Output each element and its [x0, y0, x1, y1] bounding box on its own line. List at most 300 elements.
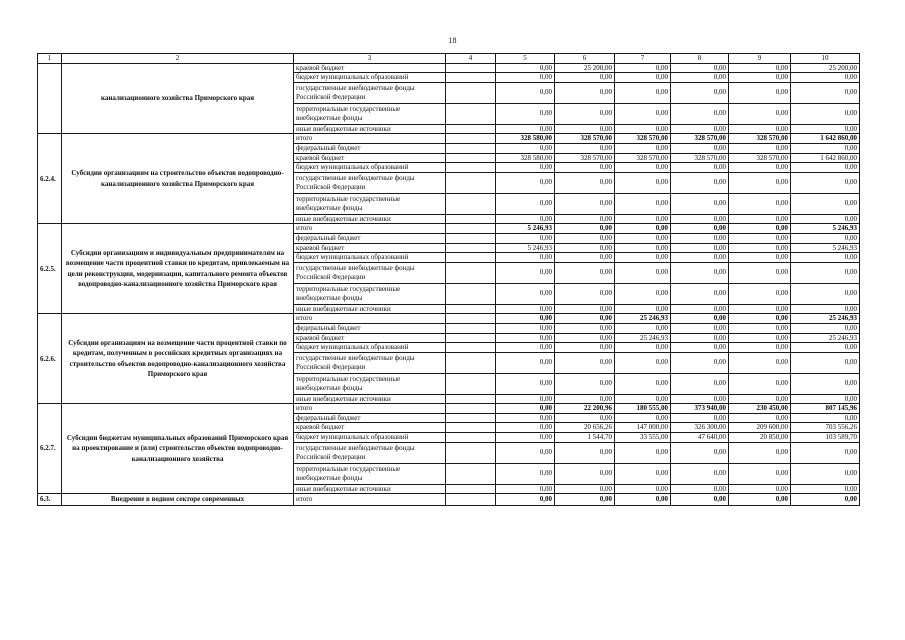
amount-cell: 0,00 — [496, 103, 555, 124]
amount-cell: 0,00 — [671, 262, 729, 283]
column-header: 7 — [615, 54, 671, 64]
amount-cell: 20 656,26 — [555, 423, 615, 433]
table-row — [38, 224, 860, 234]
empty-cell — [446, 163, 496, 173]
funding-source: иные внебюджетные источники — [294, 304, 446, 314]
empty-cell — [446, 413, 496, 423]
amount-cell: 0,00 — [496, 262, 555, 283]
amount-cell: 0,00 — [555, 124, 615, 134]
funding-source: государственные внебюджетные фонды Российской Федерации — [294, 352, 446, 373]
amount-cell: 0,00 — [555, 484, 615, 494]
amount-cell: 0,00 — [496, 494, 555, 506]
amount-cell: 22 200,96 — [555, 404, 615, 414]
amount-cell: 0,00 — [791, 304, 860, 314]
amount-cell: 0,00 — [555, 333, 615, 343]
amount-cell: 0,00 — [729, 143, 791, 153]
amount-cell: 0,00 — [671, 82, 729, 103]
amount-cell: 0,00 — [729, 352, 791, 373]
amount-cell: 0,00 — [555, 442, 615, 463]
item-title: канализационного хозяйства Приморского края — [62, 63, 294, 134]
amount-cell: 0,00 — [615, 233, 671, 243]
amount-cell: 0,00 — [671, 484, 729, 494]
funding-source: территориальные государственные внебюджетные фонды — [294, 463, 446, 484]
amount-cell: 0,00 — [555, 343, 615, 353]
item-title: Внедрение в водном секторе современных — [62, 494, 294, 506]
amount-cell: 0,00 — [729, 394, 791, 404]
amount-cell: 0,00 — [496, 323, 555, 333]
amount-cell: 0,00 — [671, 283, 729, 304]
funding-source: федеральный бюджет — [294, 233, 446, 243]
empty-cell — [446, 323, 496, 333]
amount-cell: 0,00 — [555, 233, 615, 243]
funding-source: федеральный бюджет — [294, 413, 446, 423]
amount-cell: 0,00 — [729, 253, 791, 263]
funding-source: территориальные государственные внебюджетные фонды — [294, 103, 446, 124]
amount-cell: 20 850,00 — [729, 433, 791, 443]
funding-source: итого — [294, 224, 446, 234]
amount-cell: 0,00 — [496, 352, 555, 373]
amount-cell: 0,00 — [729, 314, 791, 324]
empty-cell — [446, 463, 496, 484]
amount-cell: 328 580,00 — [496, 153, 555, 163]
funding-source: краевой бюджет — [294, 243, 446, 253]
amount-cell: 0,00 — [496, 253, 555, 263]
empty-cell — [446, 224, 496, 234]
amount-cell: 0,00 — [729, 463, 791, 484]
amount-cell: 0,00 — [496, 214, 555, 224]
empty-cell — [446, 404, 496, 414]
amount-cell: 0,00 — [615, 262, 671, 283]
amount-cell: 0,00 — [791, 214, 860, 224]
amount-cell: 0,00 — [496, 404, 555, 414]
amount-cell: 0,00 — [615, 463, 671, 484]
amount-cell: 25 246,93 — [615, 333, 671, 343]
amount-cell: 0,00 — [615, 253, 671, 263]
amount-cell: 0,00 — [791, 323, 860, 333]
empty-cell — [446, 484, 496, 494]
amount-cell: 0,00 — [791, 172, 860, 193]
funding-source: бюджет муниципальных образований — [294, 343, 446, 353]
amount-cell: 0,00 — [555, 314, 615, 324]
amount-cell: 0,00 — [615, 243, 671, 253]
amount-cell: 0,00 — [671, 224, 729, 234]
empty-cell — [446, 172, 496, 193]
amount-cell: 0,00 — [555, 214, 615, 224]
column-header: 3 — [294, 54, 446, 64]
amount-cell: 0,00 — [555, 243, 615, 253]
amount-cell: 0,00 — [671, 143, 729, 153]
amount-cell: 0,00 — [496, 124, 555, 134]
amount-cell: 703 556,26 — [791, 423, 860, 433]
item-title: Субсидии организациям на возмещение части процентной ставки по кредитам, полученным в российских кредитных организациях на строительство объектов водопроводно-канализационного хозяйства Приморского края — [62, 314, 294, 404]
amount-cell: 0,00 — [671, 63, 729, 73]
amount-cell: 0,00 — [729, 233, 791, 243]
amount-cell: 0,00 — [615, 352, 671, 373]
amount-cell: 5 246,93 — [496, 243, 555, 253]
amount-cell: 0,00 — [729, 373, 791, 394]
funding-source: бюджет муниципальных образований — [294, 73, 446, 83]
funding-source: бюджет муниципальных образований — [294, 433, 446, 443]
amount-cell: 0,00 — [671, 304, 729, 314]
amount-cell: 0,00 — [615, 494, 671, 506]
amount-cell: 0,00 — [791, 82, 860, 103]
funding-source: итого — [294, 134, 446, 144]
funding-source: бюджет муниципальных образований — [294, 163, 446, 173]
empty-cell — [446, 124, 496, 134]
amount-cell: 0,00 — [615, 143, 671, 153]
column-number-header-row — [38, 54, 860, 64]
column-header: 8 — [671, 54, 729, 64]
table-row — [38, 314, 860, 324]
amount-cell: 0,00 — [496, 233, 555, 243]
amount-cell: 0,00 — [729, 484, 791, 494]
empty-cell — [446, 73, 496, 83]
amount-cell: 0,00 — [615, 394, 671, 404]
amount-cell: 0,00 — [729, 262, 791, 283]
empty-cell — [446, 304, 496, 314]
amount-cell: 0,00 — [615, 73, 671, 83]
amount-cell: 328 570,00 — [555, 134, 615, 144]
amount-cell: 0,00 — [791, 262, 860, 283]
page-number: 18 — [448, 36, 457, 45]
column-header: 9 — [729, 54, 791, 64]
amount-cell: 0,00 — [555, 394, 615, 404]
amount-cell: 0,00 — [496, 463, 555, 484]
empty-cell — [446, 82, 496, 103]
amount-cell: 0,00 — [496, 82, 555, 103]
amount-cell: 0,00 — [729, 172, 791, 193]
column-header: 6 — [555, 54, 615, 64]
amount-cell: 0,00 — [671, 243, 729, 253]
amount-cell: 0,00 — [791, 193, 860, 214]
amount-cell: 0,00 — [496, 433, 555, 443]
empty-cell — [446, 243, 496, 253]
empty-cell — [446, 103, 496, 124]
amount-cell: 0,00 — [555, 413, 615, 423]
amount-cell: 328 570,00 — [729, 134, 791, 144]
amount-cell: 25 246,93 — [615, 314, 671, 324]
amount-cell: 0,00 — [791, 373, 860, 394]
amount-cell: 0,00 — [496, 73, 555, 83]
amount-cell: 0,00 — [671, 373, 729, 394]
amount-cell: 0,00 — [615, 63, 671, 73]
amount-cell: 0,00 — [791, 394, 860, 404]
funding-source: государственные внебюджетные фонды Российской Федерации — [294, 442, 446, 463]
amount-cell: 0,00 — [555, 283, 615, 304]
amount-cell: 0,00 — [791, 124, 860, 134]
amount-cell: 0,00 — [615, 163, 671, 173]
amount-cell: 0,00 — [729, 343, 791, 353]
amount-cell: 0,00 — [671, 193, 729, 214]
funding-source: федеральный бюджет — [294, 143, 446, 153]
item-title: Субсидии организациям на строительство объектов водопроводно-канализационного хозяйства Приморского края — [62, 134, 294, 224]
funding-source: итого — [294, 494, 446, 506]
amount-cell: 0,00 — [671, 314, 729, 324]
amount-cell: 1 544,70 — [555, 433, 615, 443]
amount-cell: 328 570,00 — [615, 134, 671, 144]
funding-source: государственные внебюджетные фонды Российской Федерации — [294, 82, 446, 103]
amount-cell: 0,00 — [791, 73, 860, 83]
amount-cell: 0,00 — [555, 163, 615, 173]
item-code — [38, 63, 62, 134]
amount-cell: 1 642 860,00 — [791, 153, 860, 163]
amount-cell: 0,00 — [729, 283, 791, 304]
empty-cell — [446, 494, 496, 506]
amount-cell: 0,00 — [555, 172, 615, 193]
amount-cell: 0,00 — [671, 103, 729, 124]
funding-source: территориальные государственные внебюджетные фонды — [294, 283, 446, 304]
amount-cell: 0,00 — [496, 172, 555, 193]
amount-cell: 103 589,70 — [791, 433, 860, 443]
funding-source: краевой бюджет — [294, 63, 446, 73]
amount-cell: 0,00 — [496, 442, 555, 463]
amount-cell: 25 246,93 — [791, 333, 860, 343]
amount-cell: 47 640,00 — [671, 433, 729, 443]
amount-cell: 0,00 — [555, 82, 615, 103]
funding-source: бюджет муниципальных образований — [294, 253, 446, 263]
amount-cell: 0,00 — [615, 172, 671, 193]
amount-cell: 0,00 — [496, 314, 555, 324]
amount-cell: 328 570,00 — [615, 153, 671, 163]
table-row — [38, 63, 860, 73]
amount-cell: 0,00 — [496, 163, 555, 173]
amount-cell: 0,00 — [729, 442, 791, 463]
funding-source: иные внебюджетные источники — [294, 214, 446, 224]
amount-cell: 0,00 — [496, 343, 555, 353]
amount-cell: 0,00 — [615, 442, 671, 463]
amount-cell: 0,00 — [555, 262, 615, 283]
amount-cell: 0,00 — [555, 253, 615, 263]
amount-cell: 0,00 — [555, 224, 615, 234]
amount-cell: 328 580,00 — [496, 134, 555, 144]
amount-cell: 0,00 — [729, 82, 791, 103]
amount-cell: 230 450,00 — [729, 404, 791, 414]
funding-source: территориальные государственные внебюджетные фонды — [294, 193, 446, 214]
item-title: Субсидии организациям и индивидуальным предпринимателям на возмещение части процентной ставки по кредитам, привлекаемым на цели реконструкции, модернизации, капитального ремонта объектов водопроводно-канализационного хозяйства Приморского края — [62, 224, 294, 314]
amount-cell: 0,00 — [615, 103, 671, 124]
empty-cell — [446, 233, 496, 243]
amount-cell: 0,00 — [671, 352, 729, 373]
amount-cell: 0,00 — [791, 163, 860, 173]
amount-cell: 0,00 — [671, 233, 729, 243]
empty-cell — [446, 63, 496, 73]
item-title: Субсидии бюджетам муниципальных образований Приморского края на проектирование и (или) строительство объектов водопроводно-канализационного хозяйства — [62, 404, 294, 494]
amount-cell: 0,00 — [791, 103, 860, 124]
amount-cell: 0,00 — [791, 283, 860, 304]
amount-cell: 0,00 — [615, 124, 671, 134]
amount-cell: 0,00 — [729, 494, 791, 506]
amount-cell: 0,00 — [555, 373, 615, 394]
amount-cell: 0,00 — [671, 343, 729, 353]
amount-cell: 0,00 — [671, 413, 729, 423]
empty-cell — [446, 333, 496, 343]
amount-cell: 0,00 — [671, 442, 729, 463]
amount-cell: 0,00 — [791, 494, 860, 506]
amount-cell: 0,00 — [671, 333, 729, 343]
empty-cell — [446, 134, 496, 144]
empty-cell — [446, 262, 496, 283]
funding-source: государственные внебюджетные фонды Российской Федерации — [294, 262, 446, 283]
amount-cell: 0,00 — [729, 304, 791, 314]
amount-cell: 0,00 — [496, 63, 555, 73]
amount-cell: 0,00 — [555, 463, 615, 484]
amount-cell: 0,00 — [615, 343, 671, 353]
funding-source: краевой бюджет — [294, 423, 446, 433]
funding-source: территориальные государственные внебюджетные фонды — [294, 373, 446, 394]
amount-cell: 209 600,00 — [729, 423, 791, 433]
amount-cell: 0,00 — [615, 484, 671, 494]
amount-cell: 0,00 — [729, 103, 791, 124]
amount-cell: 0,00 — [555, 352, 615, 373]
empty-cell — [446, 153, 496, 163]
empty-cell — [446, 352, 496, 373]
amount-cell: 373 940,00 — [671, 404, 729, 414]
amount-cell: 25 200,00 — [555, 63, 615, 73]
amount-cell: 0,00 — [791, 143, 860, 153]
amount-cell: 0,00 — [729, 224, 791, 234]
amount-cell: 328 570,00 — [671, 153, 729, 163]
amount-cell: 0,00 — [729, 323, 791, 333]
empty-cell — [446, 283, 496, 304]
funding-source: итого — [294, 404, 446, 414]
amount-cell: 328 570,00 — [671, 134, 729, 144]
amount-cell: 5 246,93 — [791, 243, 860, 253]
funding-source: федеральный бюджет — [294, 323, 446, 333]
amount-cell: 0,00 — [671, 463, 729, 484]
amount-cell: 326 300,00 — [671, 423, 729, 433]
amount-cell: 25 246,93 — [791, 314, 860, 324]
amount-cell: 0,00 — [615, 193, 671, 214]
empty-cell — [446, 214, 496, 224]
amount-cell: 0,00 — [671, 73, 729, 83]
amount-cell: 807 145,96 — [791, 404, 860, 414]
amount-cell: 0,00 — [791, 463, 860, 484]
funding-source: государственные внебюджетные фонды Российской Федерации — [294, 172, 446, 193]
amount-cell: 0,00 — [615, 373, 671, 394]
amount-cell: 0,00 — [615, 224, 671, 234]
column-header: 1 — [38, 54, 62, 64]
amount-cell: 0,00 — [615, 283, 671, 304]
amount-cell: 0,00 — [496, 373, 555, 394]
empty-cell — [446, 343, 496, 353]
amount-cell: 0,00 — [729, 63, 791, 73]
amount-cell: 0,00 — [555, 73, 615, 83]
amount-cell: 0,00 — [671, 124, 729, 134]
amount-cell: 0,00 — [791, 233, 860, 243]
amount-cell: 0,00 — [496, 394, 555, 404]
amount-cell: 0,00 — [671, 253, 729, 263]
column-header: 5 — [496, 54, 555, 64]
amount-cell: 0,00 — [791, 343, 860, 353]
funding-source: иные внебюджетные источники — [294, 124, 446, 134]
amount-cell: 0,00 — [671, 172, 729, 193]
item-code: 6.2.6. — [38, 314, 62, 404]
empty-cell — [446, 143, 496, 153]
amount-cell: 0,00 — [555, 323, 615, 333]
amount-cell: 0,00 — [729, 243, 791, 253]
amount-cell: 0,00 — [615, 82, 671, 103]
amount-cell: 328 570,00 — [729, 153, 791, 163]
amount-cell: 0,00 — [729, 413, 791, 423]
amount-cell: 0,00 — [791, 442, 860, 463]
item-code: 6.2.4. — [38, 134, 62, 224]
amount-cell: 0,00 — [729, 163, 791, 173]
item-code: 6.2.5. — [38, 224, 62, 314]
amount-cell: 180 555,00 — [615, 404, 671, 414]
amount-cell: 0,00 — [729, 214, 791, 224]
item-code: 6.3. — [38, 494, 62, 506]
amount-cell: 0,00 — [791, 484, 860, 494]
table-row — [38, 404, 860, 414]
funding-source: иные внебюджетные источники — [294, 394, 446, 404]
amount-cell: 33 555,00 — [615, 433, 671, 443]
amount-cell: 0,00 — [496, 304, 555, 314]
empty-cell — [446, 373, 496, 394]
table-row — [38, 134, 860, 144]
amount-cell: 328 570,00 — [555, 153, 615, 163]
amount-cell: 0,00 — [671, 494, 729, 506]
amount-cell: 0,00 — [496, 193, 555, 214]
column-header: 2 — [62, 54, 294, 64]
table-row — [38, 494, 860, 506]
amount-cell: 147 000,00 — [615, 423, 671, 433]
amount-cell: 0,00 — [555, 103, 615, 124]
column-header: 4 — [446, 54, 496, 64]
amount-cell: 0,00 — [555, 193, 615, 214]
empty-cell — [446, 314, 496, 324]
amount-cell: 0,00 — [555, 143, 615, 153]
item-code: 6.2.7. — [38, 404, 62, 494]
amount-cell: 5 246,93 — [496, 224, 555, 234]
column-header: 10 — [791, 54, 860, 64]
amount-cell: 0,00 — [729, 333, 791, 343]
budget-table — [37, 53, 860, 506]
empty-cell — [446, 423, 496, 433]
amount-cell: 5 246,93 — [791, 224, 860, 234]
amount-cell: 0,00 — [671, 394, 729, 404]
amount-cell: 0,00 — [615, 304, 671, 314]
amount-cell: 0,00 — [671, 163, 729, 173]
amount-cell: 0,00 — [671, 214, 729, 224]
empty-cell — [446, 442, 496, 463]
amount-cell: 0,00 — [791, 413, 860, 423]
funding-source: краевой бюджет — [294, 153, 446, 163]
amount-cell: 0,00 — [729, 193, 791, 214]
empty-cell — [446, 394, 496, 404]
amount-cell: 25 200,00 — [791, 63, 860, 73]
amount-cell: 0,00 — [615, 323, 671, 333]
funding-source: итого — [294, 314, 446, 324]
amount-cell: 0,00 — [791, 253, 860, 263]
funding-source: иные внебюджетные источники — [294, 484, 446, 494]
amount-cell: 0,00 — [496, 333, 555, 343]
amount-cell: 0,00 — [729, 124, 791, 134]
empty-cell — [446, 193, 496, 214]
amount-cell: 0,00 — [791, 352, 860, 373]
funding-source: краевой бюджет — [294, 333, 446, 343]
empty-cell — [446, 253, 496, 263]
amount-cell: 0,00 — [496, 413, 555, 423]
amount-cell: 0,00 — [671, 323, 729, 333]
amount-cell: 0,00 — [729, 73, 791, 83]
empty-cell — [446, 433, 496, 443]
amount-cell: 0,00 — [496, 423, 555, 433]
amount-cell: 0,00 — [496, 143, 555, 153]
amount-cell: 0,00 — [615, 214, 671, 224]
amount-cell: 0,00 — [555, 494, 615, 506]
amount-cell: 1 642 860,00 — [791, 134, 860, 144]
amount-cell: 0,00 — [555, 304, 615, 314]
